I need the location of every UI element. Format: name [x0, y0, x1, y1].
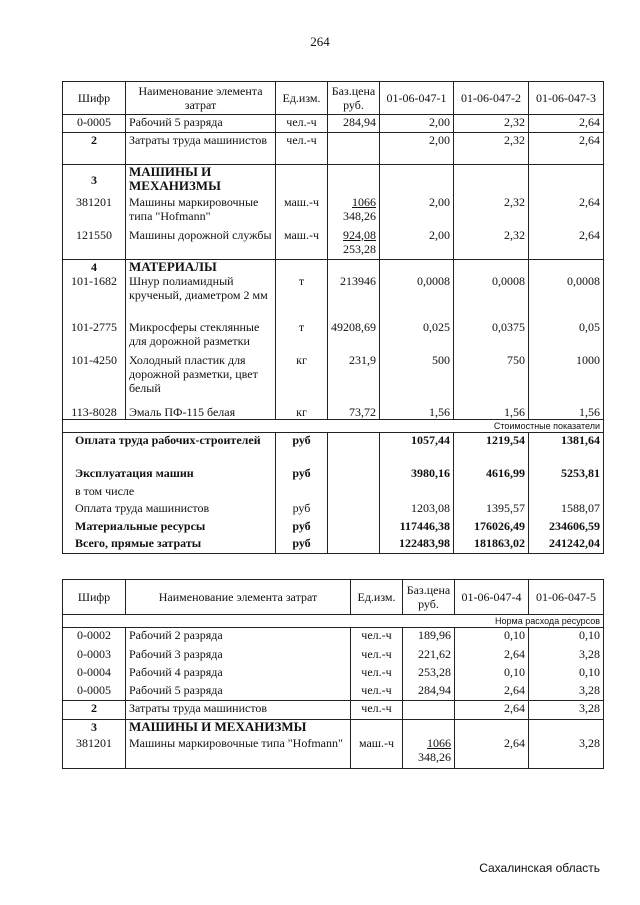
summary-value-1: 117446,38 [380, 519, 454, 536]
row-value-1: 2,64 [455, 647, 529, 665]
row-value-2: 0,0375 [454, 320, 529, 353]
row-name: Рабочий 5 разряда [126, 115, 276, 133]
row-code: 381201 [63, 736, 126, 769]
summary-value-1: 122483,98 [380, 536, 454, 553]
row-code: 2 [63, 701, 126, 720]
row-value-1: 0,10 [455, 628, 529, 647]
row-code: 101-4250 [63, 353, 126, 399]
row-price: 221,62 [403, 647, 455, 665]
summary-unit: руб [276, 536, 328, 553]
row-code: 0-0003 [63, 647, 126, 665]
resource-table-1 [62, 81, 604, 554]
table-header-row [63, 580, 604, 615]
row-price: 253,28 [403, 665, 455, 683]
price-top: 1066 [352, 194, 376, 209]
header-col-4: 01-06-047-4 [455, 580, 529, 615]
row-value-2: 3,28 [529, 683, 604, 701]
summary-value-2: 181863,02 [454, 536, 529, 553]
row-price: 284,94 [403, 683, 455, 701]
row-value-1: 2,64 [455, 736, 529, 769]
row-unit: чел.-ч [351, 628, 403, 647]
row-unit: чел.-ч [351, 683, 403, 701]
row-value-2: 1,56 [454, 399, 529, 419]
row-code: 2 [63, 133, 126, 165]
table-row [63, 115, 604, 133]
table-row [63, 320, 604, 353]
row-price: 189,96 [403, 628, 455, 647]
row-value-2: 2,32 [454, 195, 529, 228]
row-code: 121550 [63, 228, 126, 260]
row-name: Рабочий 2 разряда [126, 628, 351, 647]
summary-row [63, 501, 604, 519]
row-price [403, 736, 455, 769]
row-unit: кг [276, 399, 328, 419]
price-top: 1066 [427, 735, 451, 750]
summary-value-1: 1203,08 [380, 501, 454, 519]
row-name: Машины маркировочные типа "Hofmann" [126, 195, 276, 228]
summary-value-1: 1057,44 [380, 432, 454, 466]
summary-label: Эксплуатация машин [63, 466, 276, 484]
header-unit: Ед.изм. [276, 82, 328, 115]
summary-label: Оплата труда рабочих-строителей [63, 432, 276, 466]
table-row [63, 701, 604, 720]
row-value-1: 2,64 [455, 701, 529, 720]
table-row [63, 133, 604, 165]
price-bottom: 348,26 [418, 749, 451, 764]
row-value-2: 2,32 [454, 133, 529, 165]
summary-value-2: 176026,49 [454, 519, 529, 536]
row-price [328, 195, 380, 228]
section-row [63, 720, 604, 736]
table-row [63, 647, 604, 665]
footer-region: Сахалинская область [479, 861, 600, 875]
table-row [63, 736, 604, 769]
row-value-2: 0,0008 [454, 274, 529, 320]
summary-value-1: 3980,16 [380, 466, 454, 484]
row-name: Холодный пластик для дорожной разметки, цвет белый [126, 353, 276, 399]
row-name: Затраты труда машинистов [126, 133, 276, 165]
cost-caption-row [63, 419, 604, 432]
summary-label: Всего, прямые затраты [63, 536, 276, 553]
row-value-3: 2,64 [529, 195, 604, 228]
section-title: МАТЕРИАЛЫ [126, 260, 276, 275]
summary-value-2: 1219,54 [454, 432, 529, 466]
row-unit: маш.-ч [276, 228, 328, 260]
summary-row [63, 466, 604, 484]
row-name: Машины маркировочные типа "Hofmann" [126, 736, 351, 769]
row-value-2: 0,10 [529, 628, 604, 647]
section-title: МАШИНЫ И МЕХАНИЗМЫ [126, 165, 276, 195]
row-value-1: 1,56 [380, 399, 454, 419]
row-unit: маш.-ч [351, 736, 403, 769]
row-code: 0-0005 [63, 683, 126, 701]
row-code: 0-0004 [63, 665, 126, 683]
row-value-2: 3,28 [529, 736, 604, 769]
row-price: 284,94 [328, 115, 380, 133]
row-name: Затраты труда машинистов [126, 701, 351, 720]
row-code: 101-2775 [63, 320, 126, 353]
row-price: 213946 [328, 274, 380, 320]
row-unit: чел.-ч [276, 115, 328, 133]
table-row [63, 274, 604, 320]
row-price: 73,72 [328, 399, 380, 419]
row-value-2: 2,32 [454, 228, 529, 260]
summary-value-2: 4616,99 [454, 466, 529, 484]
row-code: 381201 [63, 195, 126, 228]
row-code: 101-1682 [63, 274, 126, 320]
cost-caption: Стоимостные показатели [63, 419, 604, 432]
row-value-1: 0,10 [455, 665, 529, 683]
page-number: 264 [310, 34, 330, 49]
header-price: Баз.цена руб. [328, 82, 380, 115]
summary-value-3: 1588,07 [529, 501, 604, 519]
row-price: 231,9 [328, 353, 380, 399]
row-code: 0-0005 [63, 115, 126, 133]
row-value-1: 500 [380, 353, 454, 399]
table-row [63, 628, 604, 647]
summary-row [63, 484, 604, 501]
norm-caption: Норма расхода ресурсов [63, 615, 604, 628]
summary-value-3: 234606,59 [529, 519, 604, 536]
section-code: 3 [63, 720, 126, 736]
summary-unit: руб [276, 432, 328, 466]
row-name: Машины дорожной службы [126, 228, 276, 260]
table-row [63, 683, 604, 701]
row-value-1: 2,00 [380, 115, 454, 133]
price-bottom: 348,26 [343, 208, 376, 223]
summary-unit: руб [276, 519, 328, 536]
header-unit: Ед.изм. [351, 580, 403, 615]
price-bottom: 253,28 [343, 241, 376, 256]
row-value-1: 2,00 [380, 133, 454, 165]
row-value-1: 0,025 [380, 320, 454, 353]
row-name: Шнур полиамидный крученый, диаметром 2 мм [126, 274, 276, 320]
summary-row [63, 519, 604, 536]
row-name: Эмаль ПФ-115 белая [126, 399, 276, 419]
summary-row [63, 536, 604, 553]
row-unit: чел.-ч [276, 133, 328, 165]
row-name: Рабочий 3 разряда [126, 647, 351, 665]
row-unit: маш.-ч [276, 195, 328, 228]
row-value-3: 1000 [529, 353, 604, 399]
resource-table-2 [62, 579, 604, 769]
summary-label: в том числе [63, 484, 276, 501]
table-row [63, 195, 604, 228]
price-top: 924,08 [343, 227, 376, 242]
summary-unit: руб [276, 501, 328, 519]
row-value-1: 2,00 [380, 195, 454, 228]
table-row [63, 228, 604, 260]
row-value-2: 750 [454, 353, 529, 399]
header-name: Наименование элемента затрат [126, 82, 276, 115]
row-unit: т [276, 320, 328, 353]
summary-label: Материальные ресурсы [63, 519, 276, 536]
table-row [63, 399, 604, 419]
header-col-5: 01-06-047-5 [529, 580, 604, 615]
summary-value-3: 5253,81 [529, 466, 604, 484]
row-value-2: 3,28 [529, 647, 604, 665]
row-unit: чел.-ч [351, 647, 403, 665]
row-value-3: 2,64 [529, 115, 604, 133]
header-code: Шифр [63, 580, 126, 615]
row-price [403, 701, 455, 720]
header-price: Баз.цена руб. [403, 580, 455, 615]
row-value-2: 0,10 [529, 665, 604, 683]
row-unit: чел.-ч [351, 701, 403, 720]
row-unit: чел.-ч [351, 665, 403, 683]
header-col-2: 01-06-047-2 [454, 82, 529, 115]
summary-row [63, 432, 604, 466]
header-col-3: 01-06-047-3 [529, 82, 604, 115]
row-value-1: 2,64 [455, 683, 529, 701]
row-value-2: 2,32 [454, 115, 529, 133]
header-name: Наименование элемента затрат [126, 580, 351, 615]
summary-unit: руб [276, 466, 328, 484]
row-name: Рабочий 4 разряда [126, 665, 351, 683]
summary-value-2: 1395,57 [454, 501, 529, 519]
norm-caption-row [63, 615, 604, 628]
table-row [63, 353, 604, 399]
section-row [63, 260, 604, 275]
section-code: 4 [63, 260, 126, 275]
row-price: 49208,69 [328, 320, 380, 353]
summary-label: Оплата труда машинистов [63, 501, 276, 519]
row-code: 0-0002 [63, 628, 126, 647]
row-unit: т [276, 274, 328, 320]
row-value-3: 2,64 [529, 133, 604, 165]
summary-value-3: 241242,04 [529, 536, 604, 553]
row-code: 113-8028 [63, 399, 126, 419]
row-value-3: 0,0008 [529, 274, 604, 320]
row-price [328, 228, 380, 260]
row-name: Микросферы стеклянные для дорожной разметки [126, 320, 276, 353]
header-col-1: 01-06-047-1 [380, 82, 454, 115]
header-code: Шифр [63, 82, 126, 115]
row-value-1: 2,00 [380, 228, 454, 260]
row-value-3: 2,64 [529, 228, 604, 260]
table-header-row [63, 82, 604, 115]
summary-value-3: 1381,64 [529, 432, 604, 466]
row-value-2: 3,28 [529, 701, 604, 720]
row-price [328, 133, 380, 165]
section-title: МАШИНЫ И МЕХАНИЗМЫ [126, 720, 351, 736]
row-value-1: 0,0008 [380, 274, 454, 320]
row-value-3: 1,56 [529, 399, 604, 419]
table-row [63, 665, 604, 683]
section-row [63, 165, 604, 195]
row-name: Рабочий 5 разряда [126, 683, 351, 701]
section-code: 3 [63, 165, 126, 195]
row-unit: кг [276, 353, 328, 399]
row-value-3: 0,05 [529, 320, 604, 353]
